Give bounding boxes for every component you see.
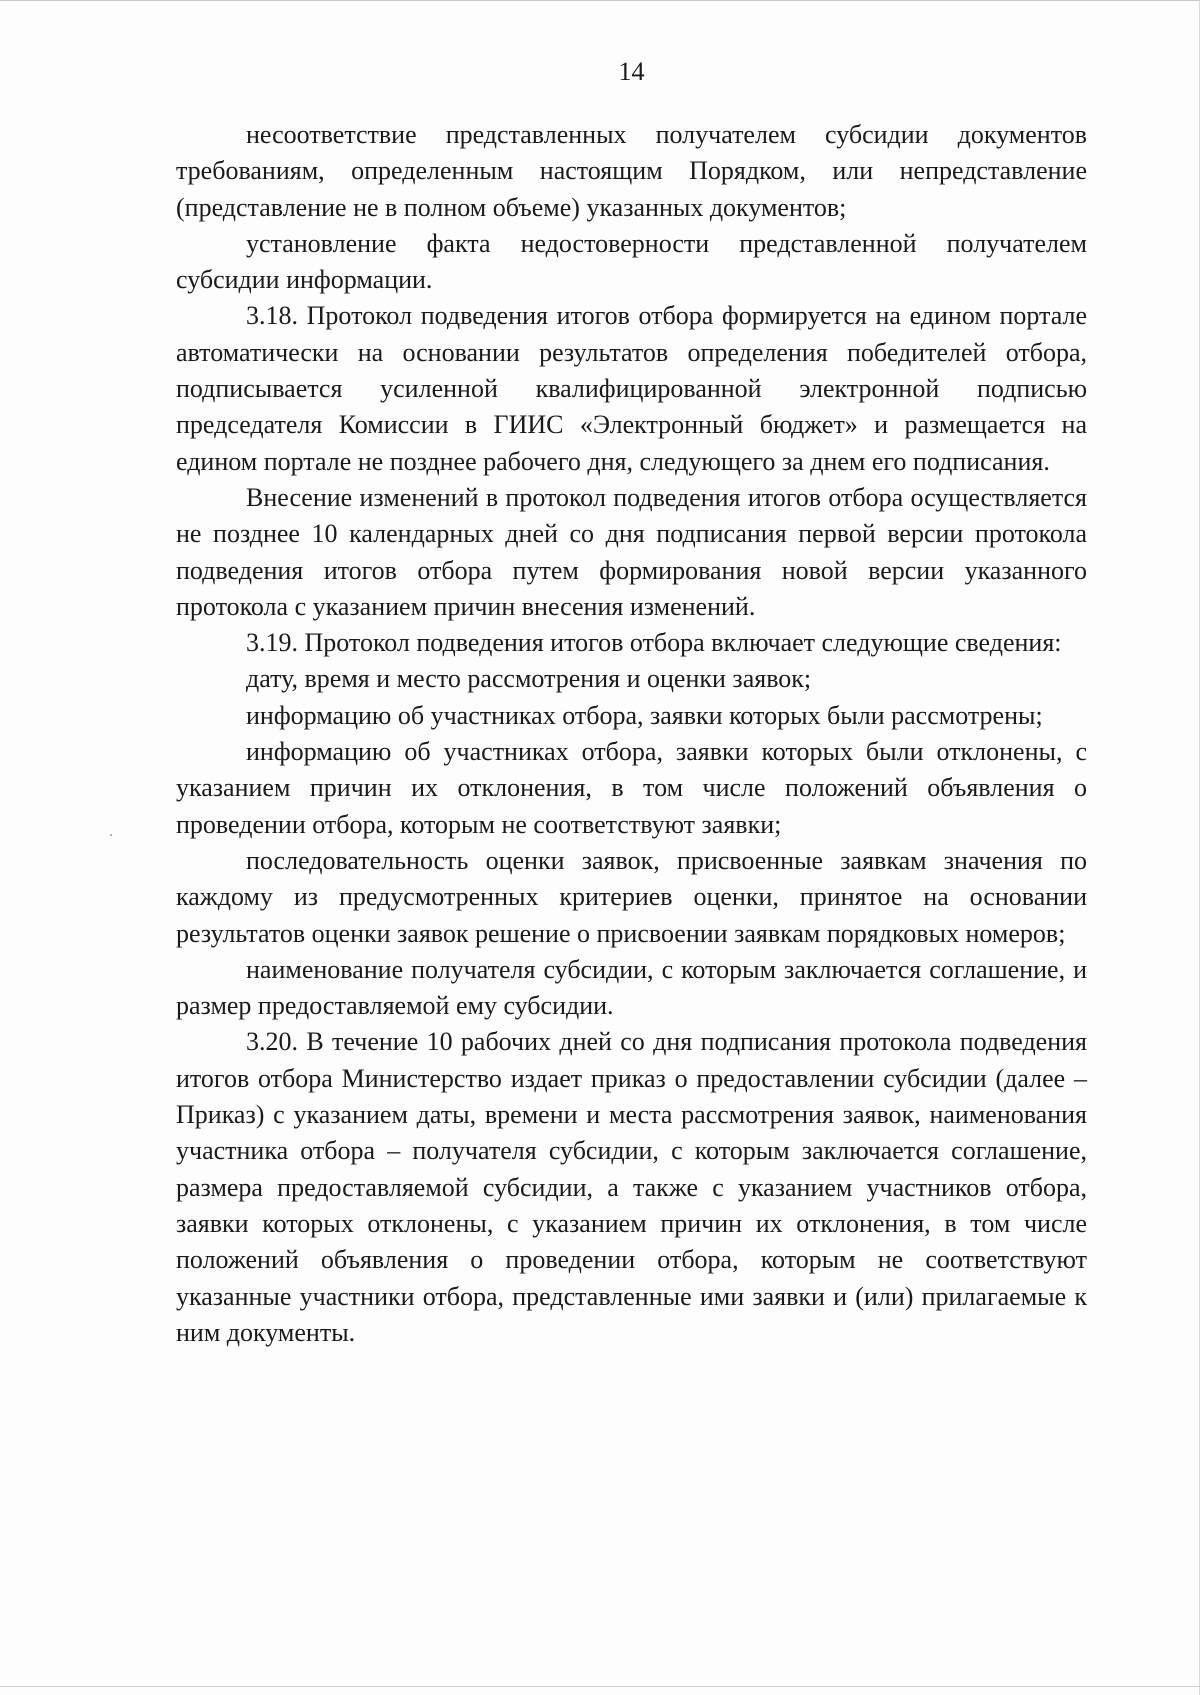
- list-item-rejected: информацию об участниках отбора, заявки которых были отклонены, с указанием причин их отклонения, в том числе положений объявления о проведении отбора, которым не соответствуют заявки;: [176, 737, 1087, 839]
- list-item-evaluation: последовательность оценки заявок, присвоенные заявкам значения по каждому из предусмотренных критериев оценки, принятое на основании результатов оценки заявок решение о присвоении заявкам порядковых номеров;: [176, 845, 1087, 948]
- list-item-date: дату, время и место рассмотрения и оценки заявок;: [246, 664, 812, 694]
- paragraph-3-18: 3.18. Протокол подведения итогов отбора формируется на едином портале автоматически на основании результатов определения победителей отбора, подписывается усиленной квалифицированной электронной подписью председателя Комиссии в ГИИС «Электронный бюджет» и размещается на едином портале не позднее рабочего дня, следующего за днем его подписания.: [176, 301, 1087, 476]
- list-item-recipient: наименование получателя субсидии, с которым заключается соглашение, и размер предоставляемой ему субсидии.: [176, 954, 1087, 1021]
- list-item-reviewed: информацию об участниках отбора, заявки которых были рассмотрены;: [246, 700, 1043, 730]
- paragraph-amendments: Внесение изменений в протокол подведения итогов отбора осуществляется не позднее 10 календарных дней со дня подписания первой версии протокола подведения итогов отбора путем формирования новой версии указанного протокола с указанием причин внесения изменений.: [176, 482, 1087, 621]
- document-body: [176, 117, 1087, 1351]
- page-number: 14: [618, 57, 645, 86]
- scan-edge: [0, 1686, 1200, 1687]
- paragraph-2: установление факта недостоверности представленной получателем субсидии информации.: [176, 228, 1087, 295]
- paragraph-3-19: 3.19. Протокол подведения итогов отбора включает следующие сведения:: [246, 628, 1062, 658]
- scan-speck: [110, 834, 112, 836]
- paragraph-1: несоответствие представленных получателем субсидии документов требованиям, определенным настоящим Порядком, или непредставление (представление не в полном объеме) указанных документов;: [176, 120, 1087, 222]
- paragraph-3-20: 3.20. В течение 10 рабочих дней со дня подписания протокола подведения итогов отбора Министерство издает приказ о предоставлении субсидии (далее – Приказ) с указанием даты, времени и места рассмотрения заявок, наименования участника отбора – получателя субсидии, с которым заключается соглашение, размера предоставляемой субсидии, а также с указанием участников отбора, заявки которых отклонены, с указанием причин их отклонения, в том числе положений объявления о проведении отбора, которым не соответствуют указанные участники отбора, представленные ими заявки и (или) прилагаемые к ним документы.: [176, 1027, 1087, 1347]
